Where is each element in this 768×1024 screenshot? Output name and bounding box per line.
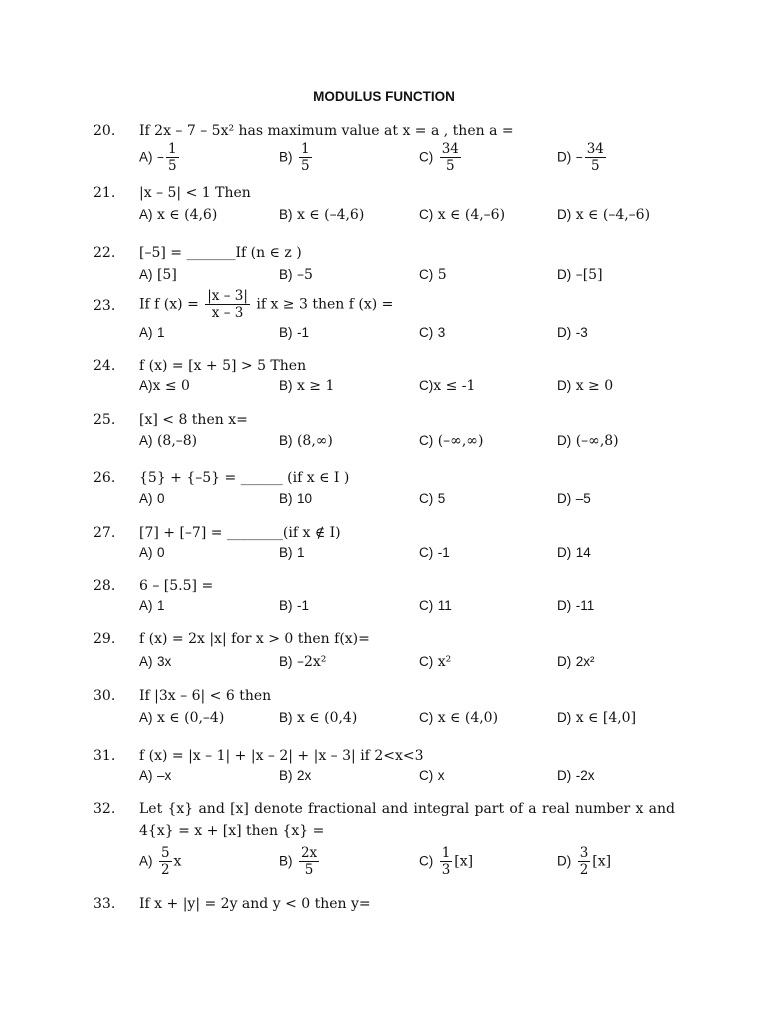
question-number: 21.	[93, 185, 116, 201]
option-d: D) $\frac{3}{2}$ [x]	[557, 845, 612, 878]
option-d: D) x ∈ (–4,–6)	[557, 207, 651, 223]
question-number: 24.	[93, 358, 116, 374]
option-d: D) x ≥ 0	[557, 378, 614, 394]
option-b: B) –2x²	[279, 654, 327, 670]
option-a: A) 0	[139, 491, 165, 506]
question-stem: f (x) = |x – 1| + |x – 2| + |x – 3| if 2<x<3	[139, 748, 424, 764]
option-c: C)x ≤ -1	[419, 378, 476, 394]
option-c: C) x ∈ (4,–6)	[419, 207, 506, 223]
option-c: C) $\frac{34}{5}$	[419, 141, 459, 174]
option-d: D) -3	[557, 325, 588, 340]
option-a: A) 0	[139, 545, 165, 560]
question-number: 31.	[93, 748, 116, 764]
question-stem: If 2x – 7 – 5x² has maximum value at x = a , then a =	[139, 123, 514, 139]
question-stem: If f (x) = $\frac{|x - 3|}{x - 3}$ if x ≥ 3 then f (x) =	[139, 288, 394, 321]
option-a: A) $\frac{5}{2}$ x	[139, 845, 182, 878]
question-stem: [7] + [–7] = ________(if x ∉ I)	[139, 525, 341, 541]
option-d: D) – $\frac{34}{5}$	[557, 141, 604, 174]
option-c: C) $\frac{1}{3}$ [x]	[419, 845, 474, 878]
option-b: B) 10	[279, 491, 312, 506]
question-stem: If |3x – 6| < 6 then	[139, 688, 272, 704]
option-d: D) -2x	[557, 768, 595, 783]
option-b: B) x ∈ (–4,6)	[279, 207, 365, 223]
question-number: 33.	[93, 896, 116, 912]
option-a: A) 1	[139, 598, 165, 613]
option-b: B) 1	[279, 545, 305, 560]
option-d: D) –[5]	[557, 267, 603, 283]
option-c: C) x²	[419, 654, 452, 670]
question-number: 23.	[93, 298, 116, 314]
question-number: 27.	[93, 525, 116, 541]
question-number: 22.	[93, 245, 116, 261]
question-stem: Let {x} and [x] denote fractional and integral part of a real number x and	[139, 801, 675, 817]
option-c: C) x ∈ (4,0)	[419, 710, 499, 726]
option-b: B) –5	[279, 267, 313, 283]
option-c: C) 5	[419, 491, 446, 506]
question-number: 30.	[93, 688, 116, 704]
option-b: B) 2x	[279, 768, 312, 783]
question-stem: f (x) = 2x |x| for x > 0 then f(x)=	[139, 631, 370, 647]
option-c: C) 11	[419, 598, 452, 613]
option-b: B) $\frac{1}{5}$	[279, 141, 310, 174]
question-stem-line-2: 4{x} = x + [x] then {x} =	[139, 823, 325, 839]
option-a: A) [5]	[139, 267, 177, 283]
option-d: D) (–∞,8)	[557, 433, 619, 449]
option-b: B) (8,∞)	[279, 433, 333, 449]
option-d: D) 2x²	[557, 654, 595, 669]
option-a: A) –x	[139, 768, 172, 783]
option-a: A) x ∈ (0,–4)	[139, 710, 225, 726]
page-title: MODULUS FUNCTION	[313, 89, 455, 104]
option-d: D) -11	[557, 598, 595, 613]
question-number: 28.	[93, 578, 116, 594]
option-d: D) x ∈ [4,0]	[557, 710, 637, 726]
question-number: 26.	[93, 470, 116, 486]
question-stem: [x] < 8 then x=	[139, 412, 248, 428]
option-b: B) x ≥ 1	[279, 378, 335, 394]
question-number: 32.	[93, 801, 116, 817]
question-stem: [–5] = _______If (n ∈ z )	[139, 245, 302, 261]
question-stem: |x – 5| < 1 Then	[139, 185, 251, 201]
option-c: C) 5	[419, 267, 447, 283]
option-a: A) x ∈ (4,6)	[139, 207, 218, 223]
question-stem: If x + |y| = 2y and y < 0 then y=	[139, 896, 371, 912]
option-b: B) -1	[279, 325, 309, 340]
option-c: C) -1	[419, 545, 450, 560]
question-stem: 6 – [5.5] =	[139, 578, 214, 594]
option-c: C) x	[419, 768, 445, 783]
question-number: 20.	[93, 123, 116, 139]
option-c: C) 3	[419, 325, 446, 340]
option-b: B) x ∈ (0,4)	[279, 710, 358, 726]
option-a: A) 1	[139, 325, 165, 340]
option-c: C) (–∞,∞)	[419, 433, 484, 449]
option-b: B) -1	[279, 598, 309, 613]
question-stem: {5} + {–5} = ______ (if x ∈ I )	[139, 470, 350, 486]
option-b: B) $\frac{2x}{5}$	[279, 845, 318, 878]
question-number: 25.	[93, 412, 116, 428]
option-d: D) 14	[557, 545, 591, 560]
option-a: A) (8,–8)	[139, 433, 198, 449]
option-a: A) 3x	[139, 654, 172, 669]
option-a: A) – $\frac{1}{5}$	[139, 141, 177, 174]
question-stem: f (x) = [x + 5] > 5 Then	[139, 358, 307, 374]
option-a: A)x ≤ 0	[139, 378, 190, 394]
question-number: 29.	[93, 631, 116, 647]
option-d: D) –5	[557, 491, 591, 506]
